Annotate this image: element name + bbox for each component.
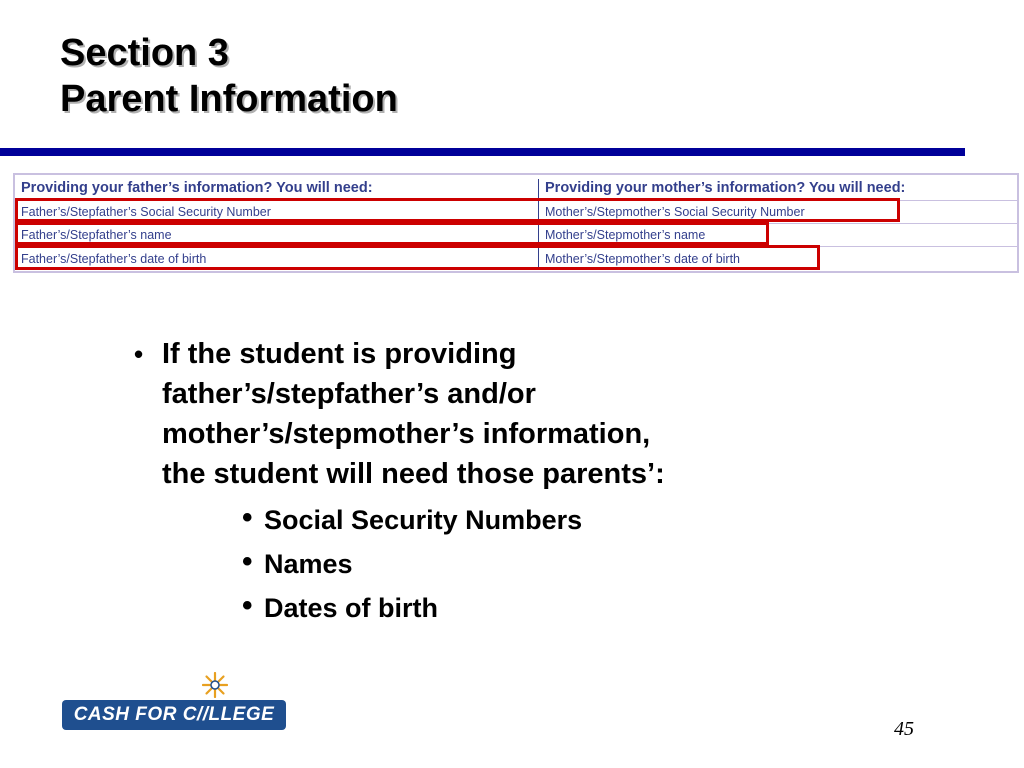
header-father: Providing your father’s information? You will need: [21,179,373,196]
mother-name-cell: Mother’s/Stepmother’s name [545,228,706,242]
title-divider-rule [0,148,965,156]
bullet-list [132,334,832,630]
bullet-dot-icon: • [242,589,253,622]
sub-bullet-list [132,498,832,630]
header-mother: Providing your mother’s information? You will need: [545,179,906,196]
sub-bullet-dob [242,586,832,630]
ssn-row-highlight [15,198,900,222]
main-bullet-line: If the student is providing [162,338,517,370]
logo-bar [62,700,286,730]
bullet-dot-icon: • [134,339,144,369]
sub-bullet-text: Dates of birth [264,593,439,623]
sub-bullet-text: Names [264,549,353,579]
father-dob-cell: Father’s/Stepfather’s date of birth [21,252,207,266]
main-bullet-line: the student will need those parents’: [162,458,665,490]
mother-ssn-cell: Mother’s/Stepmother’s Social Security Number [545,205,805,219]
name-row-highlight [15,222,769,245]
mother-dob-cell: Mother’s/Stepmother’s date of birth [545,252,741,266]
dob-row-highlight [15,245,820,270]
title-line-section: Section 3 [60,32,229,74]
page-number: 45 [894,718,914,740]
main-bullet-line: mother’s/stepmother’s information, [162,418,651,450]
main-bullet [132,334,832,494]
bullet-dot-icon: • [242,501,253,534]
sub-bullet-text: Social Security Numbers [264,505,583,535]
father-ssn-cell: Father’s/Stepfather’s Social Security Number [21,205,271,219]
father-name-cell: Father’s/Stepfather’s name [21,228,172,242]
starburst-icon [202,672,228,698]
sub-bullet-ssn [242,498,832,542]
cash-for-college-logo [62,672,288,732]
slide-title [60,30,398,122]
logo-text: CASH FOR C//LLEGE [73,704,275,725]
sub-bullet-names [242,542,832,586]
bullet-dot-icon: • [242,545,253,578]
title-line-heading: Parent Information [60,78,398,120]
main-bullet-line: father’s/stepfather’s and/or [162,378,536,410]
